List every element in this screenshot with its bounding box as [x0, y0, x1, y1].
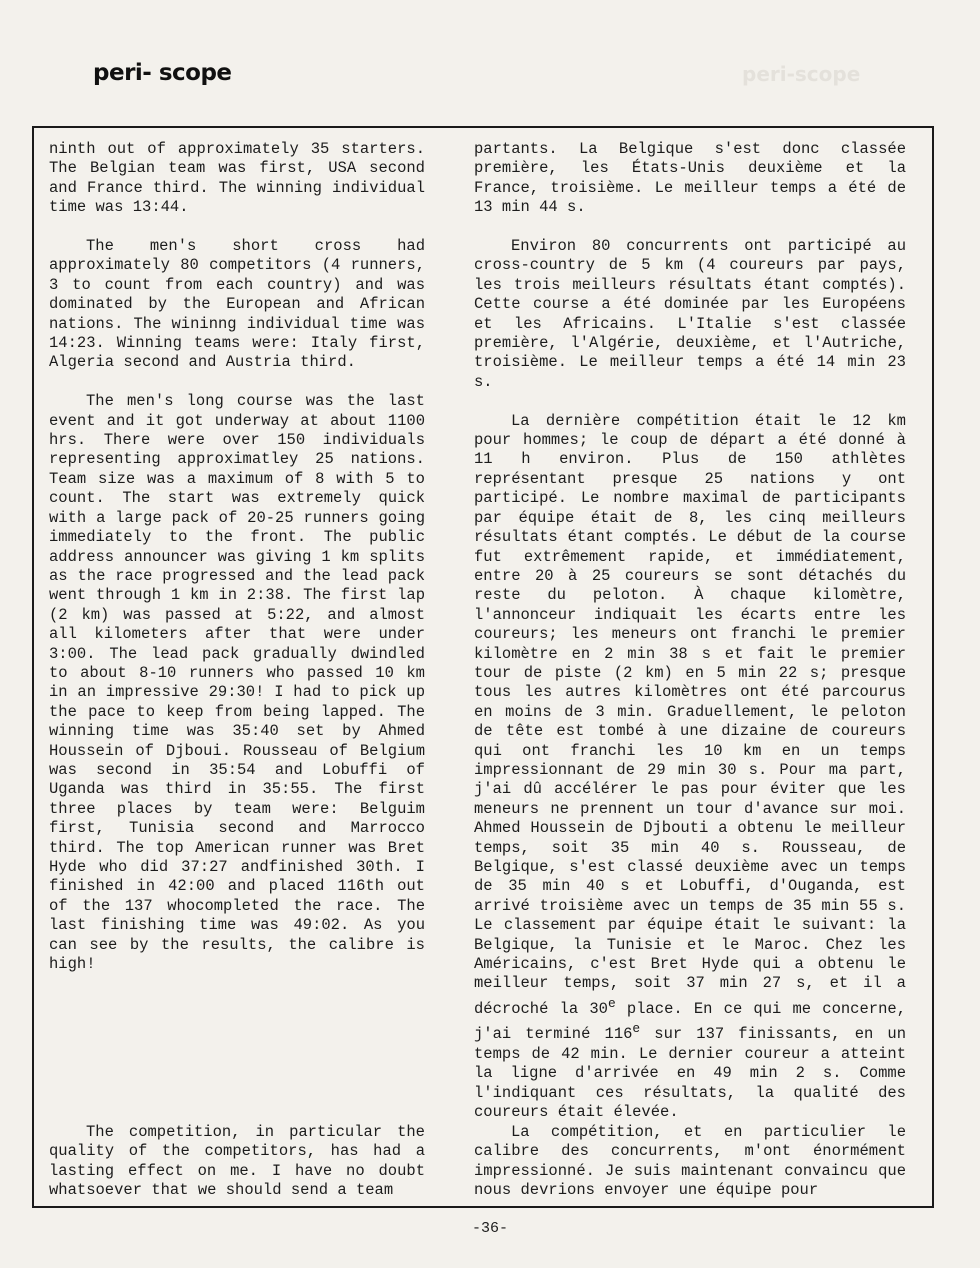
french-paragraph-2: Environ 80 concurrents ont participé au cross-country de 5 km (4 coureurs par pays, les trois meilleurs résultats étant comptés). Cette course a été dominée par les Européens et les Africains. L'Italie s'est classée première, l'Algérie, deuxième, et l'Autriche, troisième. Le meilleur temps a été 14 min 23 s.	[474, 237, 906, 391]
french-column	[474, 140, 906, 1200]
french-paragraph-3-text-b: place. En ce qui me concerne, j'ai terminé 116	[474, 1000, 906, 1044]
french-paragraph-3-text-a: La dernière compétition était le 12 km pour hommes; le coup de départ a été donné à 11 h environ. Plus de 150 athlètes représentant presque 25 nations y ont participé. Le nombre maximal de participants par équipe était de 8, les cinq meilleurs résultats étant comptés. Le début de la course fut extrêmement rapide, et immédiatement, entre 20 à 25 coureurs se sont détachés du reste du peloton. À chaque kilomètre, l'annonceur indiquait les écarts entre les coureurs; les meneurs ont franchi le premier kilomètre en 2 min 38 s et fait le premier tour de piste (2 km) en 5 min 22 s; presque tous les autres kilomètres ont été parcourus en moins de 3 min. Graduellement, le peloton de tête est tombé à une dizaine de coureurs qui ont franchi les 10 km en un temps impressionnant de 29 min 30 s. Pour ma part, j'ai dû accélérer le pas pour éviter que les meneurs ne prennent un tour d'avance sur moi. Ahmed Houssein de Djbouti a obtenu le meilleur temps, soit 35 min 40 s. Rousseau, de Belgique, s'est classé deuxième avec un temps de 35 min 40 s et Lobuffi, d'Ouganda, est arrivé troisième avec un temps de 35 min 55 s. Le classement par équipe était le suivant: la Belgique, la Tunisie et le Maroc. Chez les Américains, c'est Bret Hyde qui a obtenu le meilleur temps, soit 37 min 27 s, et il a décroché la 30	[474, 411, 906, 1018]
english-paragraph-4: The competition, in particular the quality of the competitors, has had a lasting effect on me. I have no doubt whatsoever that we should send a team	[49, 1123, 425, 1200]
page-number: -36-	[471, 1220, 508, 1237]
french-paragraph-3-text-c: sur 137 finissants, en un temps de 42 min. Le dernier coureur a atteint la ligne d'arrivée en 49 min 2 s. Comme l'indiquant ces résultats, la qualité des coureurs était élevée.	[474, 1025, 906, 1122]
english-paragraph-1: ninth out of approximately 35 starters. The Belgian team was first, USA second and France third. The winning individual time was 13:44.	[49, 140, 425, 217]
english-paragraph-3: The men's long course was the last event and it got underway at about 1100 hrs. There were over 150 individuals representing approximatley 25 nations. Team size was a maximum of 8 with 5 to count. The start was extremely quick with a large pack of 20-25 runners going immediately to the front. The public address announcer was giving 1 km splits as the race progressed and the lead pack went through 1 km in 2:38. The first lap (2 km) was passed at 5:22, and almost all kilometers after that were under 3:00. The lead pack gradually dwindled to about 8-10 runners who passed 10 km in an impressive 29:30! I had to pick up the pace to keep from being lapped. The winning time was 35:40 set by Ahmed Houssein of Djboui. Rousseau of Belgium was second in 35:54 and Lobuffi of Uganda was third in 35:55. The first three places by team were: Belguim first, Tunisia second and Marrocco third. The top American runner was Bret Hyde who did 37:27 andfinished 30th. I finished in 42:00 and placed 116th out of the 137 whocompleted the race. The last finishing time was 49:02. As you can see by the results, the calibre is high!	[49, 392, 425, 974]
french-paragraph-4: La compétition, et en particulier le calibre des concurrents, m'ont énormément impressionné. Je suis maintenant convaincu que nous devrions envoyer une équipe pour	[474, 1123, 906, 1200]
superscript-e: e	[632, 1021, 641, 1037]
bleed-through-title: peri-scope	[742, 62, 861, 86]
french-paragraph-1: partants. La Belgique s'est donc classée première, les États-Unis deuxième et la France, troisième. Le meilleur temps a été de 13 min 44 s.	[474, 140, 906, 217]
english-column	[49, 140, 425, 1200]
superscript-e: e	[607, 995, 616, 1011]
english-paragraph-2: The men's short cross had approximately 80 competitors (4 runners, 3 to count from each country) and was dominated by the European and African nations. The wininng individual time was 14:23. Winning teams were: Italy first, Algeria second and Austria third.	[49, 237, 425, 372]
french-paragraph-3	[474, 412, 906, 1123]
page-title: peri- scope	[93, 60, 232, 86]
